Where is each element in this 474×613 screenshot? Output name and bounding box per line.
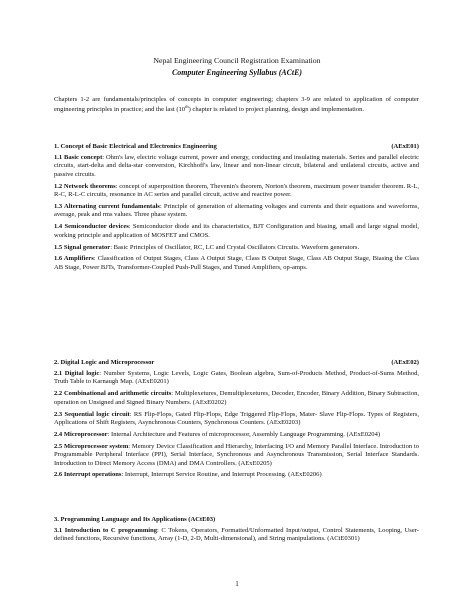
item-label: 2.3 Sequential logic circuit [54,410,130,418]
item-text: : Semiconductor diode and its characteristics, BJT Configuration and biasing, small and large signal model, working principle and application of MOSFET and CMOS. [54,223,419,239]
section-1-title: 1. Concept of Basic Electrical and Electronics Engineering [54,143,217,150]
item-label: 1.5 Signal generator [54,243,111,251]
section-3 [54,516,419,547]
section-item [54,471,419,479]
item-text: : Basic Principles of Oscillator, RC, LC and Crystal Oscillators Circuits. Waveform generators. [110,243,360,251]
item-label: 2.2 Combinational and arithmetic circuits [54,390,172,398]
section-2-code: (AExE02) [391,359,419,366]
item-text: : Internal Architecture and Features of microprocessor, Assembly Language Programming. (AExE0204) [107,430,381,438]
item-label: 1.3 Alternating current fundamentals [54,202,160,210]
section-item [54,443,419,468]
section-item [54,203,419,220]
intro-superscript: th [185,103,189,109]
section-item [54,411,419,428]
page-number: 1 [235,580,239,588]
item-label: 1.4 Semiconductor devices [54,223,129,231]
intro-text-1: Chapters 1-2 are fundamentals/principles of concepts in computer engineering; chapters 3-9 are related to application of computer engineering principles in practice; and the last (10 [54,96,419,113]
exam-title: Nepal Engineering Council Registration Examination [153,56,321,65]
item-label: 2.4 Microprocessor [54,430,108,438]
section-item [54,255,419,272]
item-text: : concept of superposition theorem, Thevenin's theorem, Norton's theorem, maximum power transfer theorem. R-L, R-C, R-L-C circuits, resonance in AC series and parallel circuit, active and reactive power. [54,182,419,199]
item-text: : Multiplexetures, Demultiplexetures, Decoder, Encoder, Binary Addition, Binary Subtraction, operation on Unsigned and Signed Binary Numbers. (AExE0202) [54,390,420,406]
intro-text-2: ) chapter is related to project planning, design and implementation. [188,105,365,113]
item-text: : Ohm's law, electric voltage current, power and energy, conducting and insulating materials. Series and parallel electric circuits, start-delta and delta-star conversion, Kirchhoff's law, linear and non-linear circuit, bilateral and unilateral circuits, active and passive circuits. [54,153,419,178]
section-2-title: 2. Digital Logic and Microprocessor [54,359,155,366]
item-text: : Principle of generation of alternating voltages and currents and their equations and waveforms, average, peak and rms values. Three phase system. [54,202,419,219]
section-item [54,431,419,439]
item-label: 3.1 Introduction to C programming [54,526,158,534]
item-label: 2.6 Interrupt operations [54,471,122,479]
section-2 [54,359,419,483]
section-item [54,183,419,200]
item-label: 2.1 Digital logic [54,369,100,377]
syllabus-title: Computer Engineering Syllabus (ACtE) [171,68,302,77]
item-text: : Number Systems, Logic Levels, Logic Gates, Boolean algebra, Sum-of-Products Method, Product-of-Sums Method, Truth Table to Karnaugh Map. (AExE0201) [54,369,419,386]
section-item [54,244,419,252]
item-text: : RS Flip-Flops, Gated Flip-Flops, Edge Triggered Flip-Flops, Mater- Slave Flip-Flops. Types of Registers, Applications of Shift Registers, Asynchronous Counters, Synchronous Counters. (AExE0203) [54,410,419,426]
item-text: : Classification of Output Stages, Class A Output Stage, Class B Output Stage, Class AB Output Stage, Biasing the Class AB Stage, Power BJTs, Transformer-Coupled Push-Pull Stages, and Tuned Amplifiers, op-amps. [54,255,420,271]
section-item [54,370,419,387]
section-1-code: (AExE01) [391,143,419,150]
item-label: 1.6 Amplifiers [54,255,94,263]
section-item [54,154,419,179]
item-text: : C Tokens, Operators, Formatted/Unformatted Input/output, Control Statements, Looping, User-defined functions, Recursive functions, Array (1-D, 2-D, Multi-dimensional), and String manipulations. (ACtE0301) [54,526,419,543]
item-label: 1.2 Network theorems [54,182,116,190]
section-item [54,390,419,407]
item-text: : Memory Device Classification and Hierarchy, Interfacing I/O and Memory Parallel Interface. Introduction to Programmable Peripheral Interface (PPI), Serial Interface, Synchronous and Asynchronous Transmission, Serial Interface Standards. Introduction to Direct Memory Access (DMA) and DMA Controllers. (AExE0205) [54,442,419,467]
section-3-heading [54,516,419,524]
item-text: : Interrupt, Interrupt Service Routine, and Interrupt Processing. (AExE0206) [121,471,322,479]
section-2-heading [54,359,419,367]
item-label: 1.1 Basic concept [54,153,103,161]
section-1-heading [54,143,419,151]
section-3-title: 3. Programming Language and Its Applications (ACtE03) [54,516,216,523]
section-1 [54,143,419,276]
section-item [54,223,419,240]
item-label: 2.5 Microprocessor system [54,442,129,450]
section-item [54,527,419,544]
intro-paragraph [54,95,419,114]
